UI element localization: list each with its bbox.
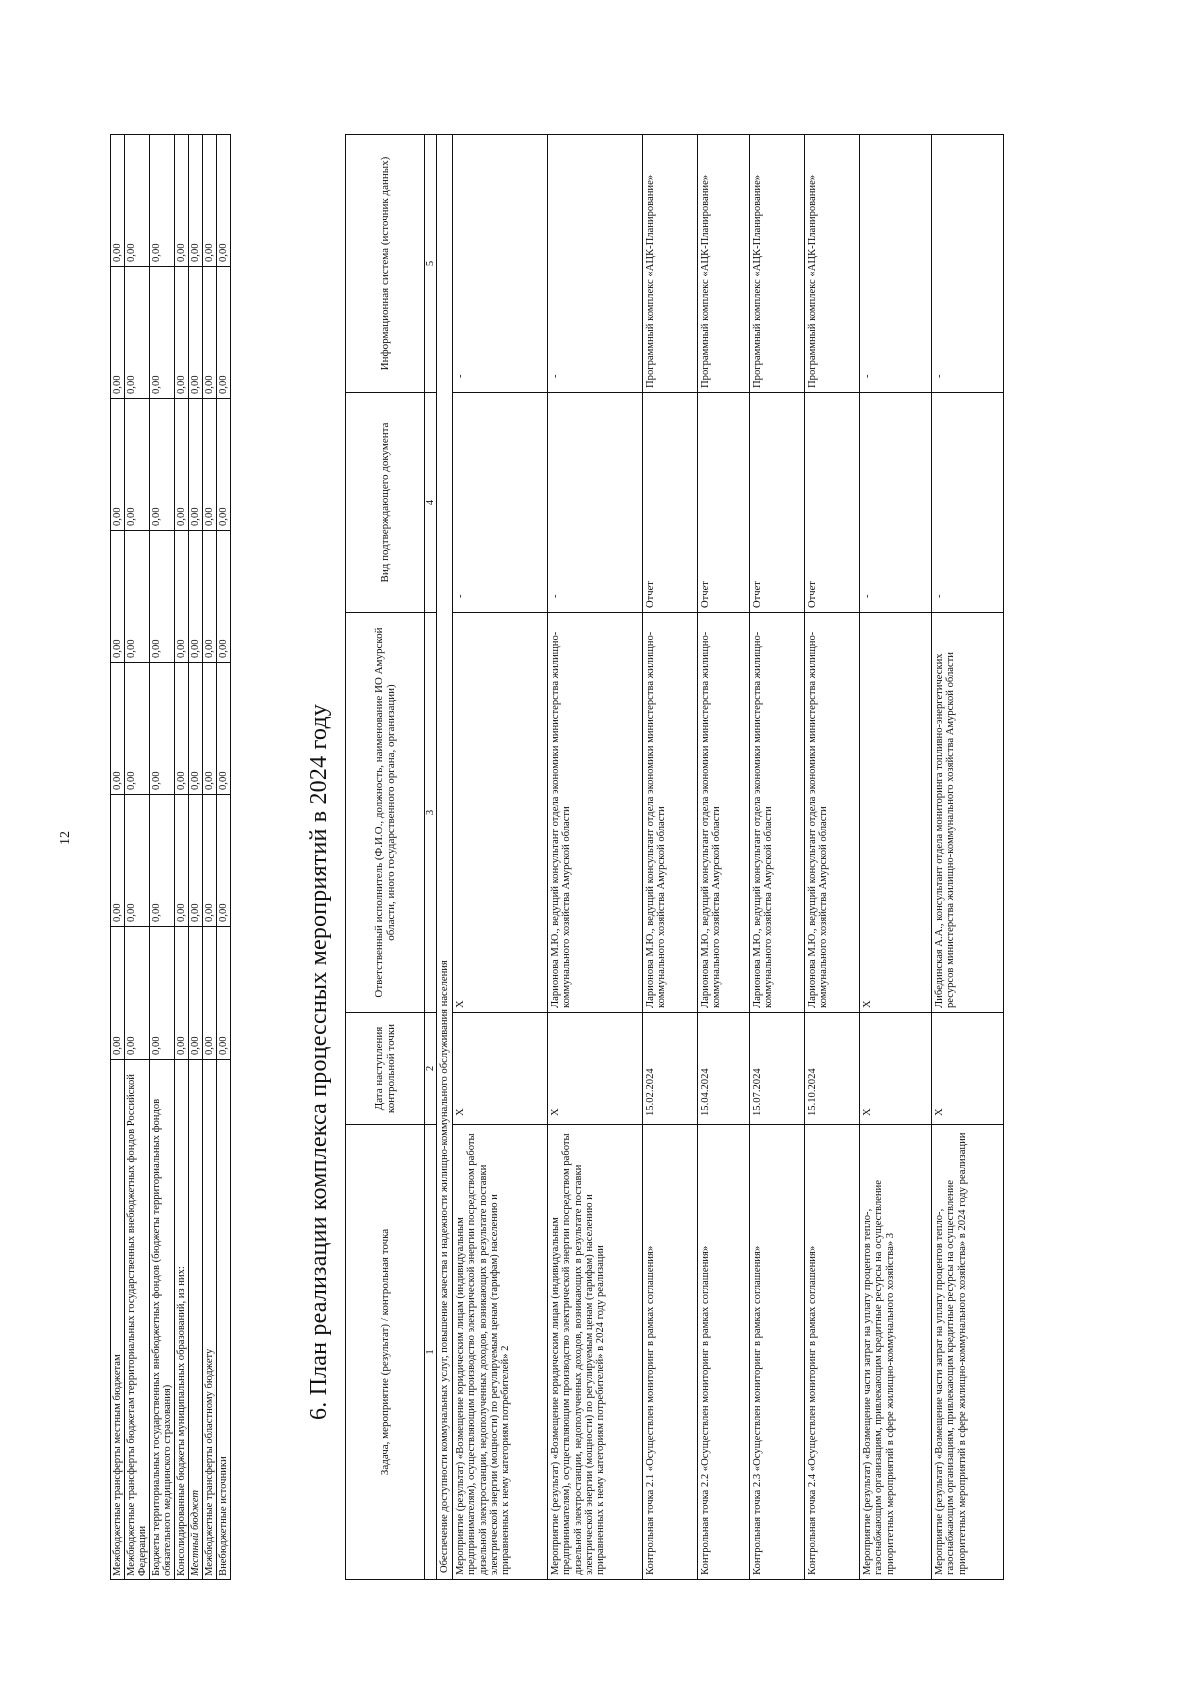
- plan-system-cell-dash: -: [550, 374, 562, 378]
- plan-document-cell: [453, 393, 548, 613]
- plan-document-cell-dash: -: [934, 594, 946, 598]
- budget-row-label: Бюджеты территориальных государственных внебюджетных фондов (бюджеты территориальных фондов обязательного медицинского страхования): [150, 1060, 175, 1580]
- plan-row: [643, 135, 698, 1580]
- budget-row: [150, 135, 175, 1580]
- header-date: Дата наступления контрольной точки: [346, 1013, 425, 1125]
- plan-date-cell: 15.02.2024: [643, 1013, 698, 1125]
- task-row: [437, 135, 453, 1580]
- budget-value-cell: 0,00: [217, 927, 231, 1060]
- plan-task-cell: Контрольная точка 2.1 «Осуществлен мониторинг в рамках соглашения»: [643, 1125, 698, 1580]
- budget-row-label: Межбюджетные трансферты местным бюджетам: [111, 1060, 125, 1580]
- budget-value-cell: 0,00: [150, 399, 175, 531]
- rotated-page-content: [60, 120, 1120, 1580]
- plan-row: [548, 135, 643, 1580]
- budget-value-cell: 0,00: [203, 663, 217, 795]
- budget-value-cell: 0,00: [111, 663, 125, 795]
- plan-executor-cell: X: [453, 613, 548, 1013]
- budget-value-cell: 0,00: [175, 531, 189, 663]
- budget-row: [125, 135, 150, 1580]
- budget-value-cell: 0,00: [175, 795, 189, 927]
- budget-value-cell: 0,00: [189, 663, 203, 795]
- plan-executor-cell: X: [860, 613, 932, 1013]
- plan-document-cell-dash: -: [862, 594, 874, 598]
- plan-executor-cell: Ларионова М.Ю., ведущий консультант отдела экономики министерства жилищно-коммунального хозяйства Амурской области: [548, 613, 643, 1013]
- budget-value-cell: 0,00: [125, 795, 150, 927]
- plan-executor-cell: Ларионова М.Ю., ведущий консультант отдела экономики министерства жилищно-коммунального хозяйства Амурской области: [805, 613, 860, 1013]
- budget-value-cell: 0,00: [125, 663, 150, 795]
- budget-row: [175, 135, 189, 1580]
- budget-value-cell: 0,00: [111, 531, 125, 663]
- plan-date-cell: 15.04.2024: [698, 1013, 750, 1125]
- plan-document-cell-dash: -: [550, 594, 562, 598]
- plan-header-row: [346, 135, 425, 1580]
- section-title: 6. План реализации комплекса процессных мероприятий в 2024 году: [306, 703, 332, 1420]
- task-description: Обеспечение доступности коммунальных услуг, повышение качества и надежности жилищно-коммунального обслуживания населения: [437, 135, 453, 1580]
- plan-column-number-row: [425, 135, 437, 1580]
- plan-system-cell: Программный комплекс «АЦК-Планирование»: [643, 135, 698, 393]
- plan-row: [805, 135, 860, 1580]
- plan-date-cell: X: [932, 1013, 1004, 1125]
- plan-system-cell-dash: -: [455, 374, 467, 378]
- budget-value-cell: 0,00: [189, 531, 203, 663]
- plan-row: [932, 135, 1004, 1580]
- plan-executor-cell: Ларионова М.Ю., ведущий консультант отдела экономики министерства жилищно-коммунального хозяйства Амурской области: [698, 613, 750, 1013]
- plan-system-cell: [860, 135, 932, 393]
- budget-value-cell: 0,00: [111, 135, 125, 267]
- budget-row-label: Межбюджетные трансферты бюджетам территориальных государственных внебюджетных фондов Российской Федерации: [125, 1060, 150, 1580]
- budget-value-cell: 0,00: [189, 135, 203, 267]
- column-number: 5: [425, 135, 437, 393]
- plan-task-cell: Контрольная точка 2.3 «Осуществлен мониторинг в рамках соглашения»: [750, 1125, 805, 1580]
- budget-value-cell: 0,00: [217, 267, 231, 399]
- plan-task-cell: Мероприятие (результат) «Возмещение юридическим лицам (индивидуальным предпринимателям), осуществляющим производство электрической энергии посредством работы дизельной электростанции, недополученных доходов, возникающих в результате поставки электрической энергии (мощности) по регулируемым ценам (тарифам) населению и приравненных к нему категориям потребителей» 2: [453, 1125, 548, 1580]
- plan-document-cell: [860, 393, 932, 613]
- plan-document-cell: Отчет: [698, 393, 750, 613]
- budget-value-cell: 0,00: [189, 267, 203, 399]
- plan-task-cell: Мероприятие (результат) «Возмещение юридическим лицам (индивидуальным предпринимателям), осуществляющим производство электрической энергии посредством работы дизельной электростанции, недополученных доходов, возникающих в результате поставки электрической энергии (мощности) по регулируемым ценам (тарифам) населению и приравненных к нему категориям потребителей» в 2024 году реализации: [548, 1125, 643, 1580]
- budget-value-cell: 0,00: [175, 663, 189, 795]
- plan-system-cell: Программный комплекс «АЦК-Планирование»: [805, 135, 860, 393]
- budget-value-cell: 0,00: [150, 135, 175, 267]
- plan-system-cell-dash: -: [862, 374, 874, 378]
- budget-value-cell: 0,00: [175, 399, 189, 531]
- header-document: Вид подтверждающего документа: [346, 393, 425, 613]
- plan-document-cell: [548, 393, 643, 613]
- budget-row: [189, 135, 203, 1580]
- budget-value-cell: 0,00: [203, 399, 217, 531]
- budget-value-cell: 0,00: [203, 135, 217, 267]
- budget-value-cell: 0,00: [203, 795, 217, 927]
- budget-row: [217, 135, 231, 1580]
- budget-value-cell: 0,00: [125, 531, 150, 663]
- plan-row: [698, 135, 750, 1580]
- budget-value-cell: 0,00: [217, 795, 231, 927]
- budget-value-cell: 0,00: [111, 399, 125, 531]
- budget-row-label: Консолидированные бюджеты муниципальных образований, из них:: [175, 1060, 189, 1580]
- header-task: Задача, мероприятие (результат) / контрольная точка: [346, 1125, 425, 1580]
- budget-value-cell: 0,00: [217, 531, 231, 663]
- plan-date-cell: X: [548, 1013, 643, 1125]
- plan-row: [453, 135, 548, 1580]
- budget-value-cell: 0,00: [175, 267, 189, 399]
- plan-date-cell: 15.10.2024: [805, 1013, 860, 1125]
- budget-value-cell: 0,00: [125, 135, 150, 267]
- plan-system-cell-dash: -: [934, 374, 946, 378]
- plan-task-cell: Мероприятие (результат) «Возмещение части затрат на уплату процентов тепло-, газоснабжающим организациям, привлекающим кредитные ресурсы на осуществление приоритетных мероприятий в сфере жилищно-коммунального хозяйства» 3: [860, 1125, 932, 1580]
- plan-executor-cell: Либединская А.А., консультант отдела мониторинга топливно-энергетических ресурсов министерства жилищно-коммунального хозяйства Амурской области: [932, 613, 1004, 1013]
- budget-value-cell: 0,00: [150, 795, 175, 927]
- plan-system-cell: [548, 135, 643, 393]
- budget-value-cell: 0,00: [203, 531, 217, 663]
- plan-system-cell: [453, 135, 548, 393]
- budget-value-cell: 0,00: [150, 531, 175, 663]
- budget-value-cell: 0,00: [125, 399, 150, 531]
- budget-value-cell: 0,00: [150, 267, 175, 399]
- budget-table: [110, 134, 231, 1580]
- plan-task-cell: Мероприятие (результат) «Возмещение части затрат на уплату процентов тепло-, газоснабжающим организациям, привлекающим кредитные ресурсы на осуществление приоритетных мероприятий в сфере жилищно-коммунального хозяйства» в 2024 году реализации: [932, 1125, 1004, 1580]
- budget-value-cell: 0,00: [217, 399, 231, 531]
- budget-row-label: Внебюджетные источники: [217, 1060, 231, 1580]
- budget-value-cell: 0,00: [203, 267, 217, 399]
- plan-task-cell: Контрольная точка 2.2 «Осуществлен мониторинг в рамках соглашения»: [698, 1125, 750, 1580]
- column-number: 2: [425, 1013, 437, 1125]
- budget-row-label: Местный бюджет: [189, 1060, 203, 1580]
- budget-value-cell: 0,00: [111, 267, 125, 399]
- budget-value-cell: 0,00: [217, 663, 231, 795]
- budget-value-cell: 0,00: [111, 927, 125, 1060]
- budget-value-cell: 0,00: [189, 795, 203, 927]
- plan-task-cell: Контрольная точка 2.4 «Осуществлен мониторинг в рамках соглашения»: [805, 1125, 860, 1580]
- plan-table: [345, 134, 1004, 1580]
- plan-row: [860, 135, 932, 1580]
- budget-row: [203, 135, 217, 1580]
- plan-executor-cell: Ларионова М.Ю., ведущий консультант отдела экономики министерства жилищно-коммунального хозяйства Амурской области: [643, 613, 698, 1013]
- budget-value-cell: 0,00: [189, 399, 203, 531]
- header-executor: Ответственный исполнитель (Ф.И.О., должность, наименование ИО Амурской области, иного государственного органа, организации): [346, 613, 425, 1013]
- column-number: 3: [425, 613, 437, 1013]
- budget-value-cell: 0,00: [175, 927, 189, 1060]
- budget-value-cell: 0,00: [189, 927, 203, 1060]
- plan-date-cell: X: [453, 1013, 548, 1125]
- budget-row-label: Межбюджетные трансферты областному бюджету: [203, 1060, 217, 1580]
- budget-value-cell: 0,00: [150, 927, 175, 1060]
- plan-system-cell: [932, 135, 1004, 393]
- budget-row: [111, 135, 125, 1580]
- budget-value-cell: 0,00: [150, 663, 175, 795]
- plan-row: [750, 135, 805, 1580]
- plan-system-cell: Программный комплекс «АЦК-Планирование»: [698, 135, 750, 393]
- plan-document-cell-dash: -: [455, 594, 467, 598]
- budget-value-cell: 0,00: [125, 267, 150, 399]
- budget-value-cell: 0,00: [175, 135, 189, 267]
- column-number: 4: [425, 393, 437, 613]
- plan-document-cell: Отчет: [643, 393, 698, 613]
- plan-document-cell: [932, 393, 1004, 613]
- budget-value-cell: 0,00: [203, 927, 217, 1060]
- plan-date-cell: 15.07.2024: [750, 1013, 805, 1125]
- column-number: 1: [425, 1125, 437, 1580]
- plan-date-cell: X: [860, 1013, 932, 1125]
- plan-executor-cell: Ларионова М.Ю., ведущий консультант отдела экономики министерства жилищно-коммунального хозяйства Амурской области: [750, 613, 805, 1013]
- budget-value-cell: 0,00: [125, 927, 150, 1060]
- budget-value-cell: 0,00: [217, 135, 231, 267]
- plan-system-cell: Программный комплекс «АЦК-Планирование»: [750, 135, 805, 393]
- plan-document-cell: Отчет: [750, 393, 805, 613]
- page-number: 12: [58, 831, 73, 845]
- budget-value-cell: 0,00: [111, 795, 125, 927]
- plan-document-cell: Отчет: [805, 393, 860, 613]
- header-system: Информационная система (источник данных): [346, 135, 425, 393]
